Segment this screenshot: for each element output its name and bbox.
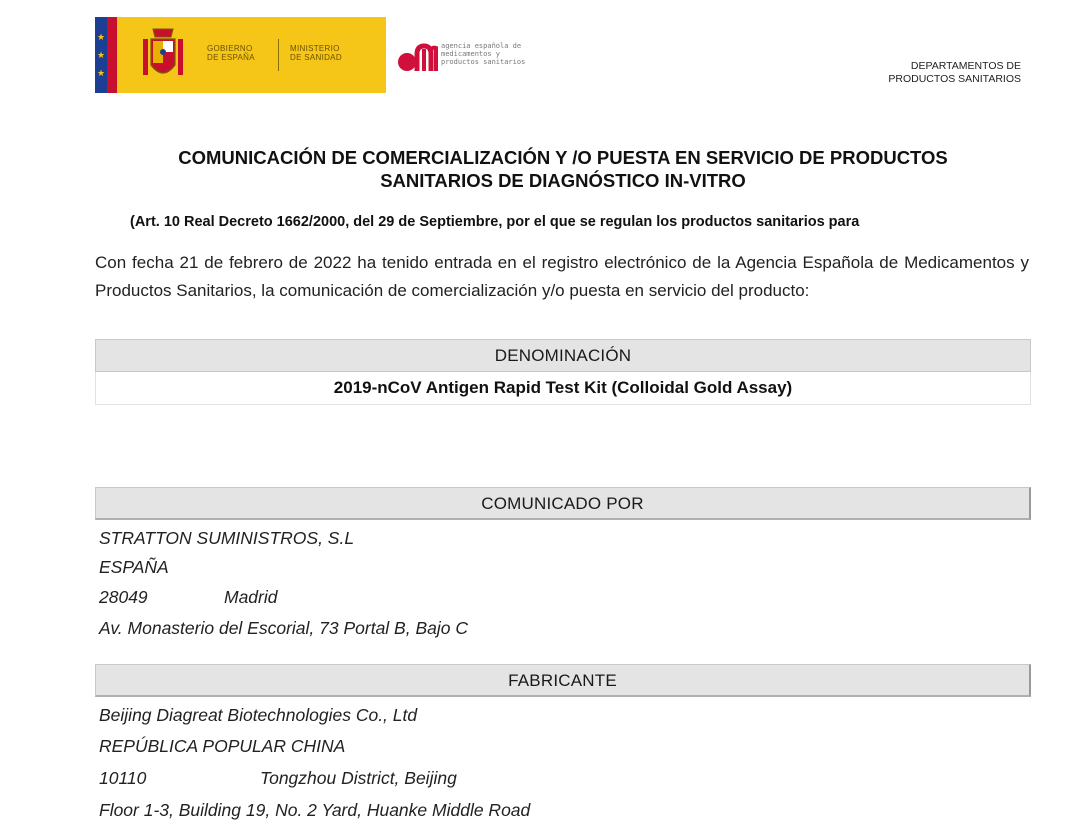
manufacturer-country: REPÚBLICA POPULAR CHINA	[99, 736, 346, 756]
communicator-address: Av. Monasterio del Escorial, 73 Portal B, Bajo C	[99, 618, 468, 638]
eu-flag-strip	[95, 17, 117, 93]
aemps-logo-text	[441, 42, 525, 66]
manufacturer-postal-line	[99, 768, 457, 789]
star-icon: ★	[97, 32, 106, 42]
product-name: 2019-nCoV Antigen Rapid Test Kit (Colloidal Gold Assay)	[95, 372, 1031, 405]
communicator-postal-line	[99, 587, 278, 608]
aemps-logo-icon	[395, 40, 439, 74]
government-of-spain-logo	[95, 17, 386, 93]
document-title	[100, 146, 1026, 192]
document-title-line: SANITARIOS DE DIAGNÓSTICO IN-VITRO	[380, 170, 746, 191]
manufacturer-city: Tongzhou District, Beijing	[260, 768, 457, 788]
communicator-postal-code: 28049	[99, 587, 148, 607]
comunicado-por-header: COMUNICADO POR	[95, 487, 1031, 520]
ministry-logo-text	[290, 44, 342, 62]
star-icon: ★	[97, 50, 106, 60]
aemps-logo-line: agencia española de	[441, 42, 522, 50]
document-title-line: COMUNICACIÓN DE COMERCIALIZACIÓN Y /O PUESTA EN SERVICIO DE PRODUCTOS	[178, 147, 948, 168]
intro-paragraph: Con fecha 21 de febrero de 2022 ha tenido entrada en el registro electrónico de la Agencia Española de Medicamentos y Productos Sanitarios, la comunicación de comercialización y/o puesta en servicio del producto:	[95, 253, 1029, 300]
gov-logo-line: DE ESPAÑA	[207, 53, 255, 62]
department-line: DEPARTAMENTOS DE	[910, 60, 1021, 72]
aemps-logo-line: productos sanitarios	[441, 58, 526, 66]
gov-logo-line: GOBIERNO	[207, 44, 253, 53]
fabricante-header: FABRICANTE	[95, 664, 1031, 697]
ministry-logo-line: MINISTERIO	[290, 44, 340, 53]
manufacturer-address: Floor 1-3, Building 19, No. 2 Yard, Huanke Middle Road	[99, 800, 531, 820]
manufacturer-name: Beijing Diagreat Biotechnologies Co., Ltd	[99, 705, 418, 725]
communicator-name: STRATTON SUMINISTROS, S.L	[99, 528, 355, 548]
communicator-country: ESPAÑA	[99, 557, 169, 577]
gov-logo-divider	[278, 39, 279, 71]
gov-logo-text	[207, 44, 255, 62]
denominacion-header: DENOMINACIÓN	[95, 339, 1031, 372]
aemps-logo-line: medicamentos y	[441, 50, 501, 58]
communicator-city: Madrid	[224, 587, 278, 607]
star-icon: ★	[97, 68, 106, 78]
ministry-logo-line: DE SANIDAD	[290, 53, 342, 62]
manufacturer-postal-code: 10110	[99, 768, 147, 788]
department-line: PRODUCTOS SANITARIOS	[888, 73, 1021, 85]
coat-of-arms-icon	[139, 25, 187, 87]
department-label	[888, 60, 1021, 86]
legal-reference: (Art. 10 Real Decreto 1662/2000, del 29 de Septiembre, por el que se regulan los productos sanitarios para	[130, 214, 860, 230]
